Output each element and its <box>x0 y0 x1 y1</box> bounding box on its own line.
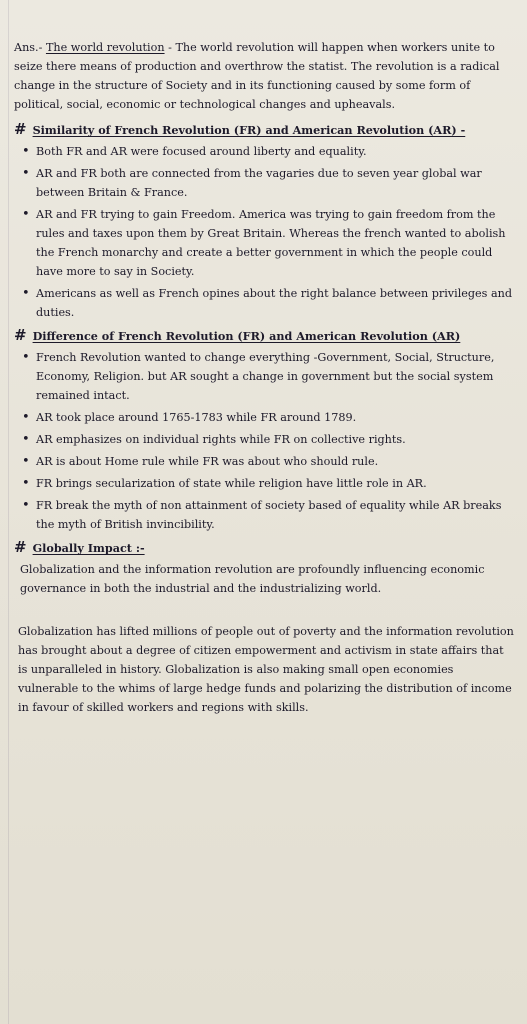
hash-mark: # <box>14 538 27 556</box>
global-heading <box>14 538 515 558</box>
list-item: • AR and FR trying to gain Freedom. America was trying to gain freedom from the rules and taxes upon them by Great Britain. Whereas the french wanted to abolish the French monarchy and create a better government in which the people could have more to say in Society. <box>14 205 515 281</box>
similarity-list <box>14 142 515 322</box>
hash-mark: # <box>14 120 27 138</box>
similarity-heading <box>14 120 515 140</box>
similarity-title: Similarity of French Revolution (FR) and American Revolution (AR) - <box>32 123 466 137</box>
intro-text: - The world revolution will happen when workers unite to seize there means of production and overthrow the statist. The revolution is a radical change in the structure of Society and in its functioning caused by some form of political, social, economic or technological changes and upheavals. <box>14 41 500 111</box>
list-item: • AR took place around 1765-1783 while FR around 1789. <box>14 408 515 427</box>
difference-title: Difference of French Revolution (FR) and American Revolution (AR) <box>32 329 461 343</box>
difference-heading <box>14 326 515 346</box>
margin-line <box>8 0 9 1024</box>
difference-list <box>14 348 515 534</box>
list-item: • AR emphasizes on individual rights while FR on collective rights. <box>14 430 515 449</box>
list-item: • AR and FR both are connected from the vagaries due to seven year global war between Britain & France. <box>14 164 515 202</box>
list-item: • AR is about Home rule while FR was about who should rule. <box>14 452 515 471</box>
intro-paragraph <box>14 38 515 114</box>
list-item: • Americans as well as French opines about the right balance between privileges and duties. <box>14 284 515 322</box>
list-item: • Both FR and AR were focused around liberty and equality. <box>14 142 515 161</box>
global-title: Globally Impact :- <box>32 541 145 555</box>
global-paragraph-2: Globalization has lifted millions of people out of poverty and the information revolution has brought about a degree of citizen empowerment and activism in state affairs that is unparalleled in history. Globalization is also making small open economies vulnerable to the whims of large hedge funds and polarizing the distribution of income in favour of skilled workers and regions with skills. <box>18 625 514 714</box>
hash-mark: # <box>14 326 27 344</box>
list-item: • French Revolution wanted to change everything -Government, Social, Structure, Economy, Religion. but AR sought a change in government but the social system remained intact. <box>14 348 515 405</box>
list-item: • FR brings secularization of state while religion have little role in AR. <box>14 474 515 493</box>
global-paragraph-1: Globalization and the information revolution are profoundly influencing economic governance in both the industrial and the industrializing world. <box>20 563 485 595</box>
list-item: • FR break the myth of non attainment of society based of equality while AR breaks the myth of British invincibility. <box>14 496 515 534</box>
intro-term: The world revolution <box>45 41 165 54</box>
answer-label: Ans.- <box>14 41 43 54</box>
spacer <box>14 608 515 622</box>
